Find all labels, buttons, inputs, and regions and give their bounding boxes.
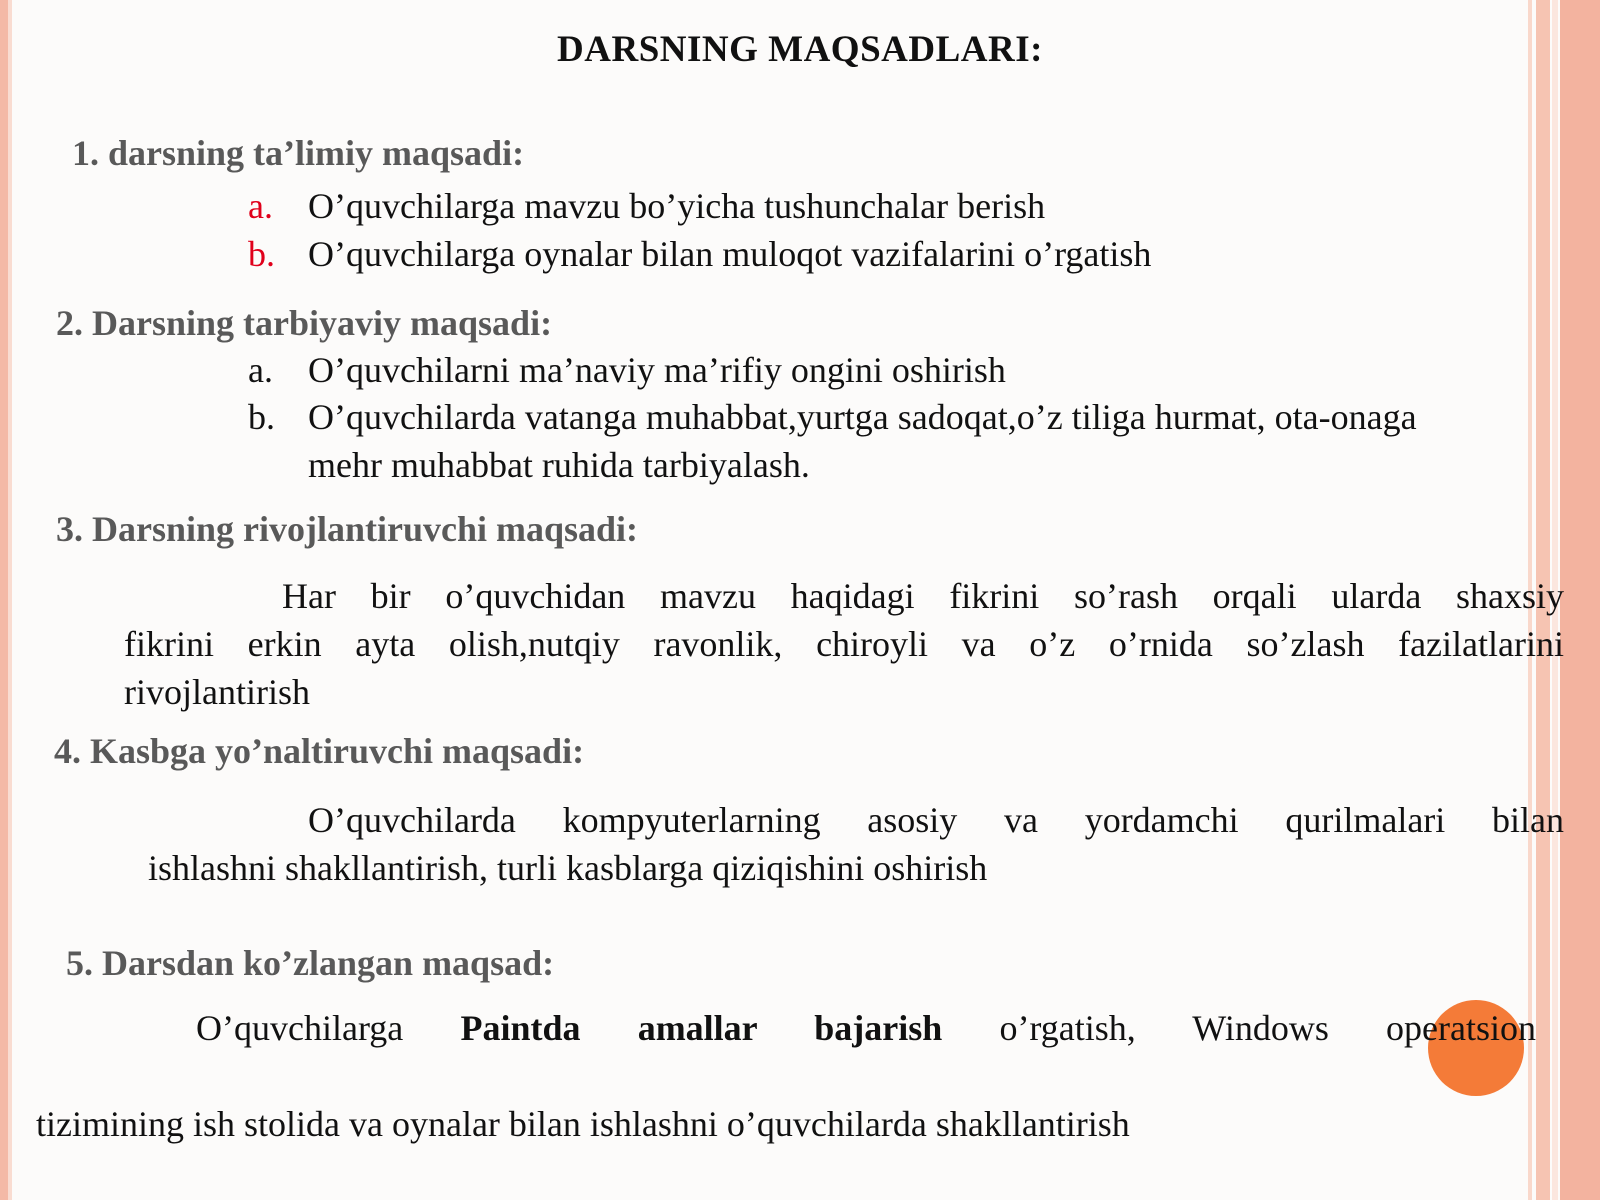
item-text: O’quvchilarda vatanga muhabbat,yurtga sadoqat,o’z tiliga hurmat, ota-onaga (308, 397, 1417, 437)
paragraph-line: O’quvchilarda kompyuterlarning asosiy va yordamchi qurilmalari bilan (308, 800, 1564, 840)
section-5-paragraph-line1 (196, 1004, 1536, 1052)
section-1-heading: 1. darsning ta’limiy maqsadi: (72, 133, 525, 173)
paragraph-bold-text: Paintda amallar bajarish (460, 1008, 943, 1048)
paragraph-line: rivojlantirish (124, 672, 310, 712)
item-text: O’quvchilarni ma’naviy ma’rifiy ongini oshirish (308, 350, 1006, 390)
slide-title: DARSNING MAQSADLARI: (557, 29, 1043, 70)
paragraph-line (196, 1004, 1536, 1052)
paragraph-line: fikrini erkin ayta olish,nutqiy ravonlik, chiroyli va o’z o’rnida so’zlash fazilatlarini (124, 624, 1564, 664)
section-2-heading: 2. Darsning tarbiyaviy maqsadi: (56, 303, 553, 343)
section-5-heading: 5. Darsdan ko’zlangan maqsad: (66, 943, 555, 983)
paragraph-line: ishlashni shakllantirish, turli kasblarga qiziqishini oshirish (148, 848, 988, 888)
paragraph-text: o’rgatish, Windows operatsion (999, 1008, 1537, 1048)
item-text: O’quvchilarga oynalar bilan muloqot vazifalarini o’rgatish (308, 234, 1152, 274)
paragraph-line: tizimining ish stolida va oynalar bilan ishlashni o’quvchilarda shakllantirish (36, 1104, 1130, 1144)
section-4-paragraph (148, 796, 1564, 892)
section-3-paragraph (124, 572, 1564, 716)
paragraph-line: Har bir o’quvchidan mavzu haqidagi fikrini so’rash orqali ularda shaxsiy (282, 576, 1564, 616)
item-marker: a. (248, 186, 273, 226)
item-marker: a. (248, 350, 273, 390)
section-5-paragraph-line2 (36, 1100, 1536, 1148)
right-border-stripe (1560, 0, 1600, 1200)
item-marker: b. (248, 234, 275, 274)
item-text: O’quvchilarga mavzu bo’yicha tushunchalar berish (308, 186, 1046, 226)
section-2-item-b (248, 396, 1538, 492)
paragraph-text: O’quvchilarga (196, 1008, 404, 1048)
section-4-heading: 4. Kasbga yo’naltiruvchi maqsadi: (54, 731, 585, 771)
item-marker: b. (248, 397, 275, 437)
section-3-heading: 3. Darsning rivojlantiruvchi maqsadi: (56, 509, 639, 549)
item-text-continued: mehr muhabbat ruhida tarbiyalash. (308, 445, 810, 485)
